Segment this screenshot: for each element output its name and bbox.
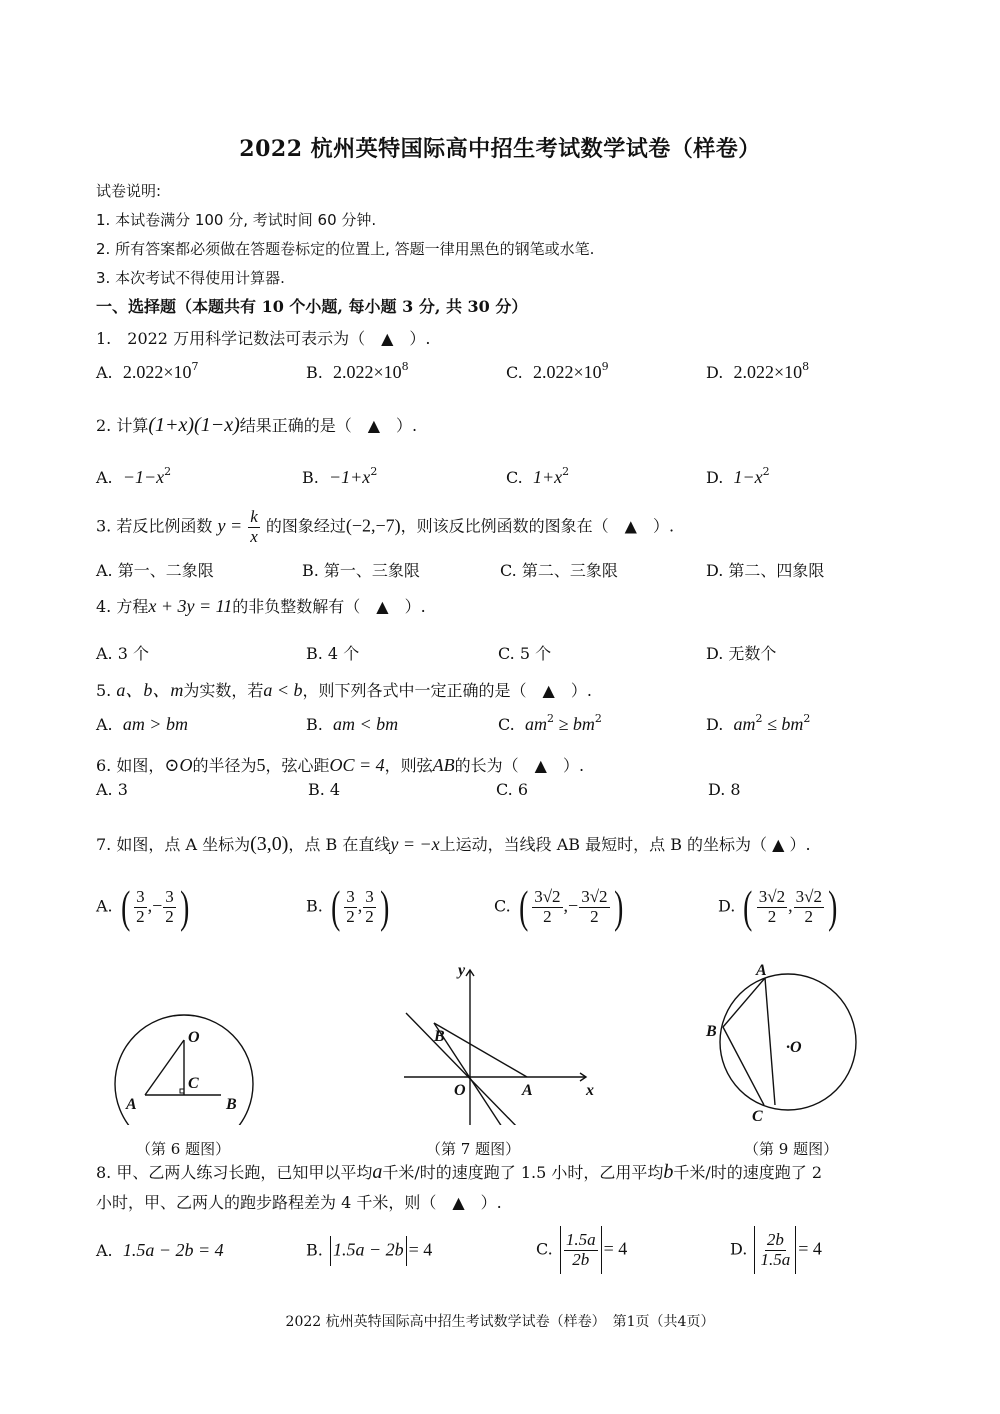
q2-option-a: A. $-1-x^2$ [96, 465, 172, 487]
figure-7 [404, 970, 586, 1125]
fig6-label-o: O [188, 1029, 200, 1046]
q1-option-a: A. $2.022\times 10^7$ [96, 360, 199, 382]
q7-option-b: B. ( $\frac{3}{2}$ , $\frac{3}{2}$ ) [306, 881, 390, 932]
question-8-line-2: 小时，甲、乙两人的跑步路程差为 4 千米，则（ ▲ ）. [96, 1193, 502, 1212]
q4-option-d: D. 无数个 [706, 644, 777, 663]
q6-option-a: A. 3 [96, 780, 128, 799]
q5-option-b: B. am < bm [306, 714, 399, 734]
fig7-label-b: B [434, 1028, 445, 1045]
note-item: 1. 本试卷满分 100 分, 考试时间 60 分钟. [96, 211, 377, 229]
q4-option-c: C. 5 个 [498, 644, 552, 663]
q5-option-c: C. $am^2 \ge bm^2$ [498, 712, 602, 734]
q7-option-d: D. ( $\frac{3√2}{2}$ , $\frac{3√2}{2}$ ) [718, 881, 838, 932]
page-title: 2022 杭州英特国际高中招生考试数学试卷（样卷） [239, 136, 761, 162]
question-4-stem: 4. 方程x + 3y = 11的非负整数解有（ ▲ ）. [96, 596, 426, 616]
fig6-label-b: B [226, 1096, 237, 1113]
q6-option-b: B. 4 [308, 780, 341, 799]
fig7-label-a: A [522, 1082, 533, 1099]
q1-option-d: D. $2.022\times 10^8$ [706, 360, 810, 382]
fig7-line-y-neg-x [406, 1013, 520, 1125]
q5-option-a: A. am > bm [96, 714, 188, 734]
figure-6-caption: （第 6 题图） [136, 1140, 231, 1158]
q3-option-d: D. 第二、四象限 [706, 561, 825, 580]
q8-option-b: B. 1.5a − 2b = 4 [306, 1236, 432, 1266]
page-footer: 2022 杭州英特国际高中招生考试数学试卷（样卷） 第1页（共4页） [285, 1314, 715, 1330]
fig7-label-y: y [458, 962, 466, 979]
fig9-label-o: ·O [786, 1039, 802, 1056]
fig7-label-x: x [586, 1082, 594, 1099]
note-item: 2. 所有答案都必须做在答题卷标定的位置上, 答题一律用黑色的钢笔或水笔. [96, 240, 595, 258]
q7-option-c: C. ( $\frac{3√2}{2}$ ,− $\frac{3√2}{2}$ ) [494, 881, 623, 932]
figures-row [0, 955, 1000, 1125]
fig7-label-o: O [454, 1082, 466, 1099]
fig9-label-c: C [752, 1108, 763, 1125]
question-3-stem: 3. 若反比例函数 y = $\frac{k}{x}$ 的图象经过(−2,−7)，则该反比例函数的图象在（ ▲ ）. [96, 507, 675, 546]
fig9-segment-ac [765, 978, 775, 1105]
q8-option-d: D. $\frac{2b}{1.5a}$ = 4 [730, 1226, 822, 1274]
note-item: 3. 本次考试不得使用计算器. [96, 269, 285, 287]
q1-option-b: B. $2.022\times 10^8$ [306, 360, 409, 382]
question-1-stem: 1. 2022 万用科学记数法可表示为（ ▲ ）. [96, 329, 431, 348]
q5-option-d: D. $am^2 \le bm^2$ [706, 712, 811, 734]
section-heading: 一、选择题（本题共有 10 个小题, 每小题 3 分, 共 30 分） [96, 297, 528, 316]
fig7-segment-ab [434, 1023, 527, 1077]
q4-option-b: B. 4 个 [306, 644, 360, 663]
q2-option-d: D. $1-x^2$ [706, 465, 770, 487]
fig6-segment-oa [145, 1040, 184, 1095]
q2-option-c: C. $1+x^2$ [506, 465, 570, 487]
fig6-label-c: C [188, 1075, 199, 1092]
figure-9-caption: （第 9 题图） [744, 1140, 839, 1158]
question-2-stem: 2. 计算(1+x)(1−x)结果正确的是（ ▲ ）. [96, 414, 418, 436]
question-6-stem: 6. 如图，⊙O的半径为5，弦心距OC = 4，则弦AB的长为（ ▲ ）. [96, 755, 585, 775]
q8-option-a: A. 1.5a − 2b = 4 [96, 1240, 224, 1260]
q1-option-c: C. $2.022\times 10^9$ [506, 360, 609, 382]
q6-option-d: D. 8 [708, 780, 741, 799]
q7-option-a: A. ( $\frac{3}{2}$ ,− $\frac{3}{2}$ ) [96, 881, 189, 932]
fig9-label-b: B [706, 1023, 717, 1040]
q3-option-c: C. 第二、三象限 [500, 561, 618, 580]
q2-option-b: B. $-1+x^2$ [302, 465, 378, 487]
q8-option-c: C. $\frac{1.5a}{2b}$ = 4 [536, 1226, 627, 1274]
q4-option-a: A. 3 个 [96, 644, 149, 663]
notes-heading: 试卷说明: [96, 182, 162, 200]
question-5-stem: 5. a、b、m为实数，若a < b，则下列各式中一定正确的是（ ▲ ）. [96, 680, 592, 700]
question-7-stem: 7. 如图，点 A 坐标为(3,0)，点 B 在直线y = −x上运动，当线段 AB 最短时，点 B 的坐标为（ ▲ ）. [96, 833, 811, 855]
fig6-label-a: A [126, 1096, 137, 1113]
fig9-segment-ab [723, 978, 765, 1027]
q3-option-b: B. 第一、三象限 [302, 561, 420, 580]
question-8-line-1: 8. 甲、乙两人练习长跑，已知甲以平均a千米/时的速度跑了 1.5 小时，乙用平均b千米/时的速度跑了 2 [96, 1161, 823, 1183]
figure-7-caption: （第 7 题图） [426, 1140, 521, 1158]
q3-option-a: A. 第一、二象限 [96, 561, 214, 580]
q6-option-c: C. 6 [496, 780, 529, 799]
fig9-label-a: A [756, 962, 767, 979]
